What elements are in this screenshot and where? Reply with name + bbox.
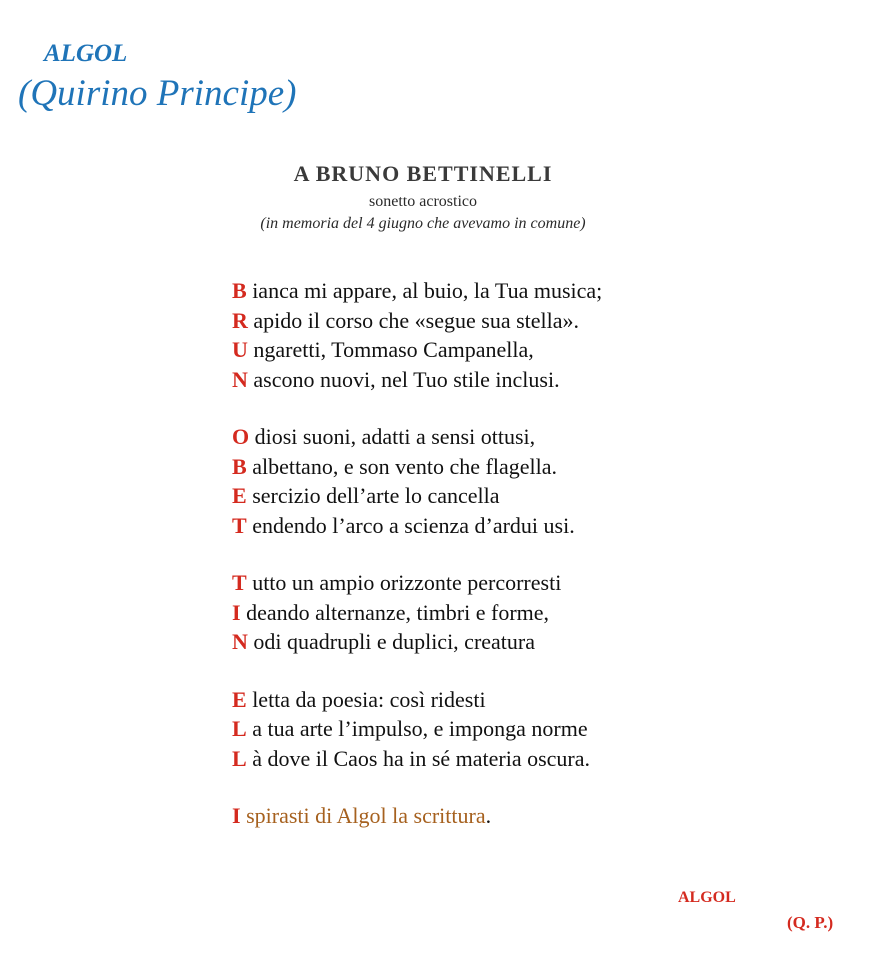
poem-dedication: (in memoria del 4 giugno che avevamo in comune) <box>260 215 586 232</box>
acrostic-initial: T <box>232 570 247 595</box>
acrostic-initial: N <box>232 629 248 654</box>
poem-line <box>232 276 792 306</box>
poem-subtitle: sonetto acrostico <box>369 193 477 210</box>
poem-title: A BRUNO BETTINELLI <box>293 161 553 186</box>
signature-name: ALGOL <box>678 889 736 906</box>
acrostic-initial: I <box>232 599 241 625</box>
acrostic-initial: B <box>232 278 247 303</box>
line-text: à dove il Caos ha in sé materia oscura. <box>246 745 591 771</box>
poem-line <box>232 744 792 774</box>
author-block <box>18 38 296 116</box>
poem-line <box>232 306 792 336</box>
line-text: ascono nuovi, nel Tuo stile inclusi. <box>247 366 560 392</box>
poem-line <box>232 335 792 365</box>
acrostic-initial: L <box>232 716 247 741</box>
line-text: ianca mi appare, al buio, la Tua musica; <box>246 278 603 303</box>
acrostic-initial: B <box>232 453 247 479</box>
acrostic-initial: T <box>232 512 247 538</box>
stanza-2 <box>232 422 792 540</box>
acrostic-initial: E <box>232 686 247 712</box>
line-text: utto un ampio orizzonte percorresti <box>246 570 562 595</box>
acrostic-initial: I <box>232 803 241 828</box>
poem-line <box>232 511 792 541</box>
poem-line <box>232 481 792 511</box>
poem-header <box>228 160 618 235</box>
poem-line <box>232 452 792 482</box>
line-text: ngaretti, Tommaso Campanella, <box>247 337 534 362</box>
acrostic-initial: U <box>232 337 248 362</box>
line-text: apido il corso che «segue sua stella». <box>247 307 580 333</box>
stanza-4 <box>232 685 792 774</box>
line-text: letta da poesia: così ridesti <box>246 686 486 712</box>
final-period: . <box>485 803 492 828</box>
poem-line <box>232 714 792 744</box>
author-full-name: (Quirino Principe) <box>18 73 297 114</box>
acrostic-initial: R <box>232 307 248 333</box>
line-text: albettano, e son vento che flagella. <box>246 453 558 479</box>
stanza-3 <box>232 568 792 657</box>
line-text: spirasti di Algol la scrittura <box>240 803 486 828</box>
acrostic-initial: N <box>232 366 248 392</box>
signature-initials: (Q. P.) <box>787 913 834 932</box>
acrostic-initial: L <box>232 745 247 771</box>
stanza-1 <box>232 276 792 394</box>
line-text: diosi suoni, adatti a sensi ottusi, <box>249 424 536 449</box>
poem-line <box>232 598 792 628</box>
poem-line <box>232 801 792 831</box>
poem-line <box>232 422 792 452</box>
line-text: deando alternanze, timbri e forme, <box>240 599 550 625</box>
line-text: odi quadrupli e duplici, creatura <box>247 629 536 654</box>
acrostic-initial: O <box>232 424 250 449</box>
author-pseudonym: ALGOL <box>44 40 128 67</box>
poem-line <box>232 627 792 657</box>
poem-line <box>232 685 792 715</box>
line-text: sercizio dell’arte lo cancella <box>246 483 500 508</box>
final-line <box>232 801 792 831</box>
poem-body <box>232 276 792 859</box>
acrostic-initial: E <box>232 483 247 508</box>
line-text: endendo l’arco a scienza d’ardui usi. <box>246 512 575 538</box>
poem-line <box>232 568 792 598</box>
line-text: a tua arte l’impulso, e imponga norme <box>246 716 588 741</box>
poem-line <box>232 365 792 395</box>
